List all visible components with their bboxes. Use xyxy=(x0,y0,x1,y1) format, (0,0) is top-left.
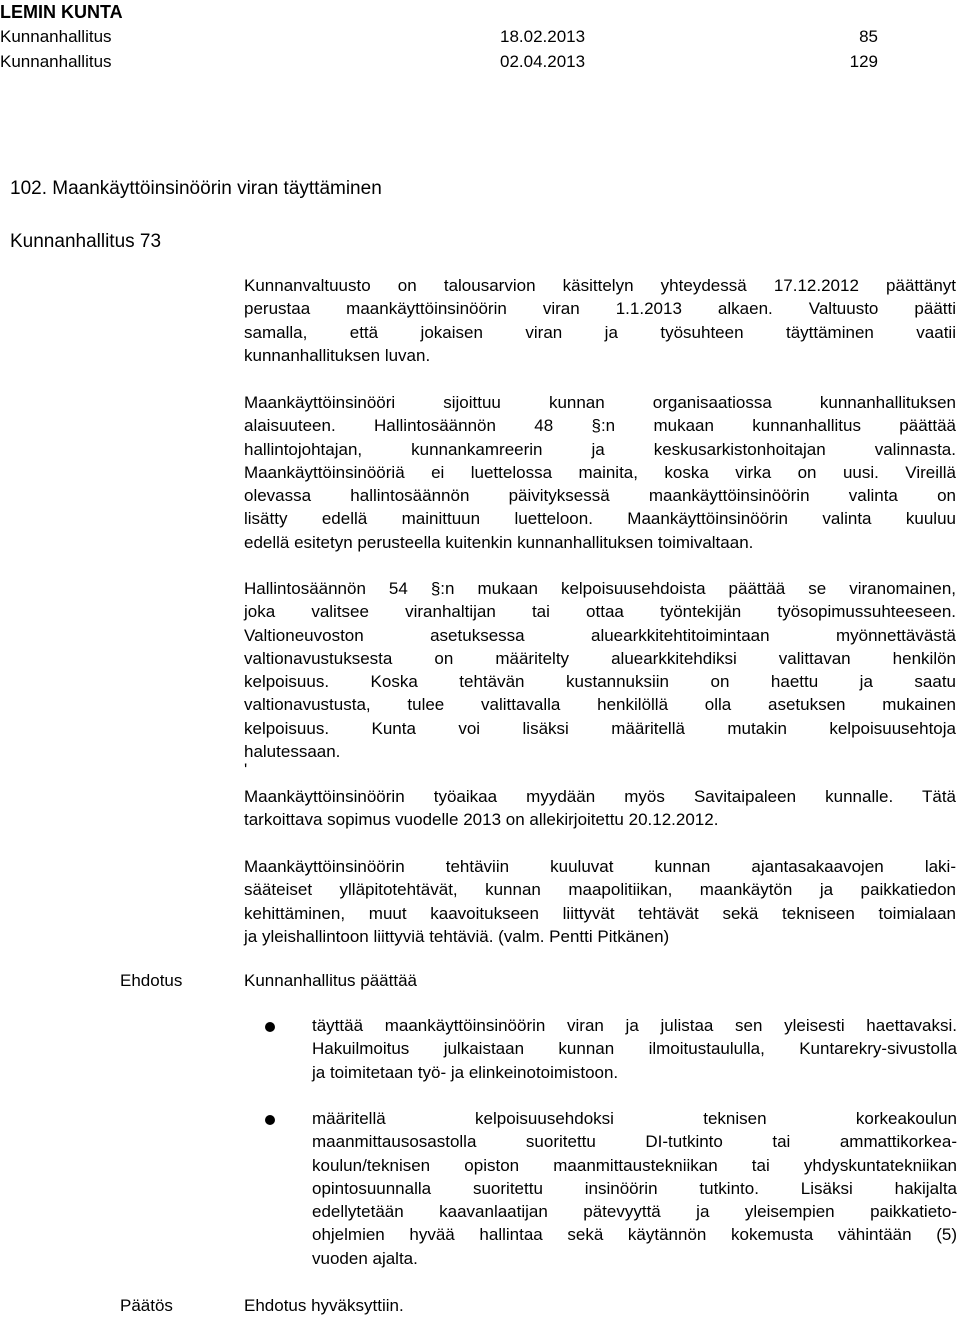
organization-name: LEMIN KUNTA xyxy=(0,2,123,22)
bullet-dot-icon xyxy=(265,1115,275,1125)
paragraph-5 xyxy=(244,855,956,948)
bullet-line: koulun/teknisen opiston maanmittaustekniikan tai yhdyskuntatekniikan xyxy=(312,1155,957,1175)
bullet-line: täyttää maankäyttöinsinöörin viran ja julistaa sen yleisesti haettavaksi. xyxy=(312,1016,957,1035)
paragraph-line: hallintojohtajan, kunnankamreerin ja keskusarkistonhoitajan valinnasta. xyxy=(244,439,956,459)
paragraph-line: valtionavustuksesta on määritelty aluearkkitehdiksi valittavan henkilön xyxy=(244,648,956,668)
paragraph-line: Maankäyttöinsinöörin työaikaa myydään myös Savitaipaleen kunnalle. Tätä xyxy=(244,787,956,806)
paragraph-line: olevassa hallintosäännön päivityksessä maankäyttöinsinöörin valinta on xyxy=(244,486,956,506)
paragraph-line: alaisuuteen. Hallintosäännön 48 §:n mukaan kunnanhallitus päättää xyxy=(244,416,956,436)
paragraph-line: edellä esitetyn perusteella kuitenkin kunnanhallituksen toimivaltaan. xyxy=(244,532,754,552)
paragraph-line: kehittäminen, muut kaavoitukseen liittyvät tehtävät sekä tekniseen toimialaan xyxy=(244,903,956,923)
bullet-line: opintosuunnalla suoritettu insinöörin tutkinto. Lisäksi hakijalta xyxy=(312,1178,957,1198)
header-number-2: 129 xyxy=(849,52,878,71)
bullet-line: Hakuilmoitus julkaistaan kunnan ilmoitustaululla, Kuntarekry-sivustolla xyxy=(312,1039,957,1059)
paragraph-line: Kunnanvaltuusto on talousarvion käsittelyn yhteydessä 17.12.2012 päättänyt xyxy=(244,276,956,295)
paragraph-line: valtionavustusta, tulee valittavalla henkilöllä olla asetuksen mukainen xyxy=(244,695,956,715)
header-body-2: Kunnanhallitus xyxy=(0,52,112,71)
bullet-line: maanmittausosastolla suoritettu DI-tutkinto tai ammattikorkea- xyxy=(312,1132,957,1152)
paragraph-line: Maankäyttöinsinöörin tehtäviin kuuluvat kunnan ajantasakaavojen laki- xyxy=(244,857,956,876)
paragraph-line: tarkoittava sopimus vuodelle 2013 on allekirjoitettu 20.12.2012. xyxy=(244,810,719,830)
bullet-line: edellytetään kaavanlaatijan pätevyyttä ja yleisempien paikkatieto- xyxy=(312,1202,957,1222)
paragraph-line: kelpoisuus. Koska tehtävän kustannuksiin on haettu ja saatu xyxy=(244,672,956,692)
header-date-2: 02.04.2013 xyxy=(500,52,586,71)
previous-handling: Kunnanhallitus 73 xyxy=(10,231,162,252)
paragraph-line: sääteiset ylläpitotehtävät, kunnan maapolitiikan, maankäytön ja paikkatiedon xyxy=(244,880,956,900)
paragraph-line: kelpoisuus. Kunta voi lisäksi määritellä mutakin kelpoisuusehtoja xyxy=(244,718,956,738)
proposal-intro: Kunnanhallitus päättää xyxy=(244,971,417,990)
section-title: 102. Maankäyttöinsinöörin viran täyttäminen xyxy=(10,178,382,199)
proposal-bullet-1 xyxy=(312,1014,957,1084)
paragraph-4 xyxy=(244,785,956,832)
paragraph-line: Hallintosäännön 54 §:n mukaan kelpoisuusehdoista päättää se viranomainen, xyxy=(244,579,956,598)
bullet-line: määritellä kelpoisuusehdoksi teknisen korkeakoulun xyxy=(312,1109,957,1128)
paragraph-line: Maankäyttöinsinööri sijoittuu kunnan organisaatiossa kunnanhallituksen xyxy=(244,393,956,412)
bullet-line: vuoden ajalta. xyxy=(312,1248,418,1268)
paragraph-line: kunnanhallituksen luvan. xyxy=(244,345,431,365)
header-date-1: 18.02.2013 xyxy=(500,27,586,46)
bullet-dot-icon xyxy=(265,1022,275,1032)
header-number-1: 85 xyxy=(859,27,878,46)
decision-text: Ehdotus hyväksyttiin. xyxy=(244,1296,404,1315)
paragraph-1 xyxy=(244,274,956,367)
paragraph-line: Valtioneuvoston asetuksessa aluearkkitehtitoimintaan myönnettävästä xyxy=(244,625,956,645)
header-body-1: Kunnanhallitus xyxy=(0,27,112,46)
proposal-label: Ehdotus xyxy=(120,971,183,990)
paragraph-line: halutessaan. xyxy=(244,742,341,762)
paragraph-line: joka valitsee viranhaltijan tai ottaa työntekijän työsopimussuhteeseen. xyxy=(244,602,956,622)
bullet-line: ja toimitetaan työ- ja elinkeinotoimistoon. xyxy=(312,1062,619,1082)
decision-label: Päätös xyxy=(120,1296,173,1315)
paragraph-2 xyxy=(244,391,956,554)
paragraph-line: Maankäyttöinsinööriä ei luettelossa mainita, koska virka on uusi. Vireillä xyxy=(244,462,956,482)
paragraph-line: perustaa maankäyttöinsinöörin viran 1.1.2013 alkaen. Valtuusto päätti xyxy=(244,299,956,319)
proposal-bullet-2 xyxy=(312,1107,957,1270)
bullet-line: ohjelmien hyvää hallintaa sekä käytännön kokemusta vähintään (5) xyxy=(312,1225,957,1245)
paragraph-line: samalla, että jokaisen viran ja työsuhteen täyttäminen vaatii xyxy=(244,322,956,342)
paragraph-line: ja yleishallintoon liittyviä tehtäviä. (valm. Pentti Pitkänen) xyxy=(244,926,670,946)
paragraph-3 xyxy=(244,577,956,780)
paragraph-line: ' xyxy=(244,760,248,780)
paragraph-line: lisätty edellä mainittuun luetteloon. Maankäyttöinsinöörin valinta kuuluu xyxy=(244,509,956,529)
